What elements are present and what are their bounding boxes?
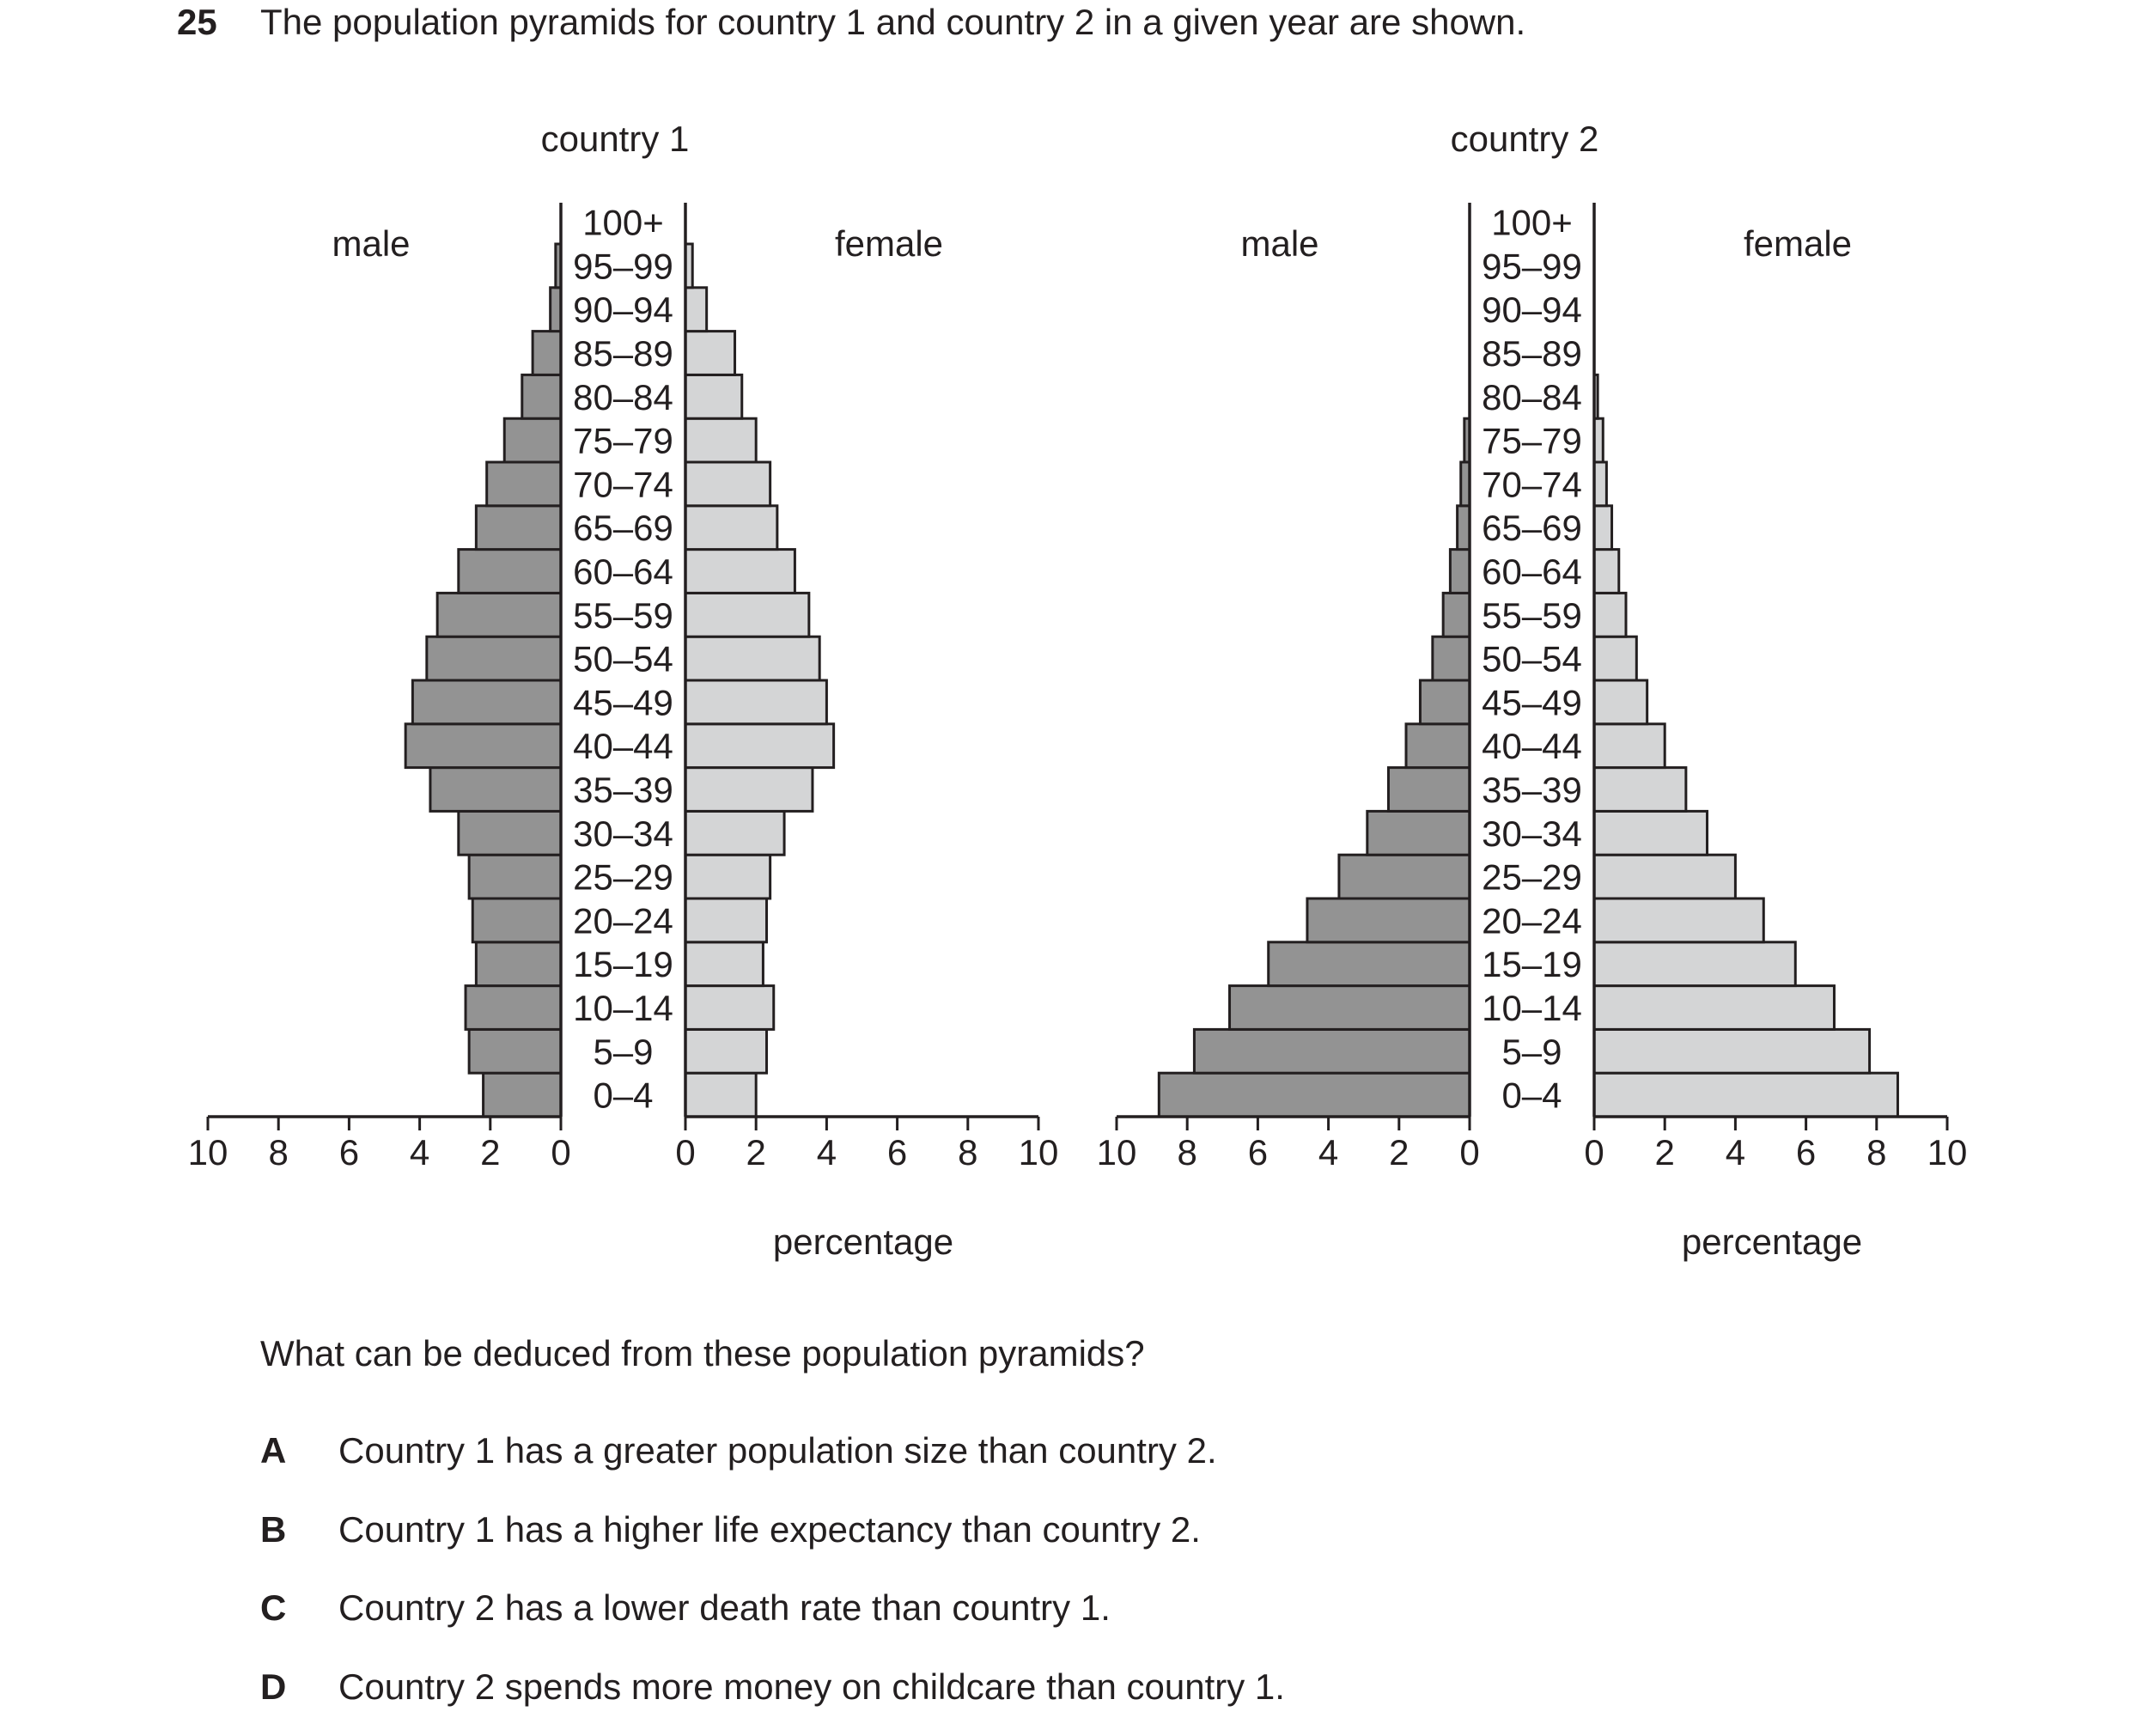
age-group-label: 30–34 [1482, 813, 1582, 854]
age-group-label: 5–9 [1501, 1031, 1562, 1072]
female-tick-label: 4 [816, 1132, 837, 1173]
male-bar [476, 942, 561, 986]
female-bar [685, 986, 774, 1030]
female-bar [685, 855, 770, 898]
female-bar [685, 724, 834, 768]
option-a[interactable] [260, 1430, 1217, 1471]
option-text: Country 2 has a lower death rate than country 1. [338, 1587, 1111, 1628]
question-text: The population pyramids for country 1 and country 2 in a given year are shown. [260, 2, 1526, 42]
female-bar [1594, 898, 1763, 942]
age-group-label: 85–89 [1482, 333, 1582, 374]
female-bar [685, 1073, 756, 1117]
male-bar [459, 550, 561, 594]
female-tick-label: 2 [746, 1132, 766, 1173]
female-bar [685, 375, 742, 418]
male-bar [487, 462, 561, 506]
age-group-label: 25–29 [1482, 856, 1582, 898]
age-group-label: 50–54 [1482, 638, 1582, 679]
age-group-label: 60–64 [1482, 551, 1582, 592]
female-tick-label: 0 [675, 1132, 696, 1173]
male-bar [1420, 680, 1470, 724]
age-group-label: 100+ [1491, 202, 1573, 243]
female-tick-label: 6 [1795, 1132, 1817, 1173]
female-tick-label: 8 [1866, 1132, 1887, 1173]
male-bar [1367, 811, 1470, 855]
male-tick-label: 8 [268, 1132, 289, 1173]
female-bar [685, 462, 770, 506]
age-group-label: 75–79 [1482, 420, 1582, 461]
age-group-label: 40–44 [1482, 726, 1582, 767]
female-bar [685, 550, 795, 594]
age-group-label: 60–64 [573, 551, 673, 592]
age-group-label: 10–14 [573, 988, 673, 1028]
female-bar [685, 637, 819, 680]
male-bar [427, 637, 561, 680]
age-group-label: 0–4 [593, 1075, 654, 1116]
female-bar [1594, 942, 1795, 986]
male-bar [522, 375, 561, 418]
age-group-label: 35–39 [573, 770, 673, 810]
female-bar [1594, 986, 1834, 1030]
age-group-label: 90–94 [1482, 289, 1582, 331]
age-group-label: 90–94 [573, 289, 673, 331]
male-bar [469, 855, 561, 898]
male-tick-label: 10 [187, 1132, 228, 1173]
male-bar [430, 768, 561, 812]
age-group-label: 95–99 [1482, 246, 1582, 287]
question-prompt: What can be deduced from these population pyramids? [260, 1333, 1145, 1374]
age-group-label: 25–29 [573, 856, 673, 898]
female-tick-label: 10 [1018, 1132, 1059, 1173]
age-group-label: 50–54 [573, 638, 673, 679]
male-bar [1433, 637, 1470, 680]
female-bar [685, 942, 763, 986]
male-bar [1406, 724, 1470, 768]
age-group-label: 65–69 [573, 508, 673, 549]
male-tick-label: 6 [338, 1132, 360, 1173]
chart-title: country 2 [1450, 119, 1599, 159]
male-tick-label: 8 [1177, 1132, 1197, 1173]
female-bar [685, 332, 735, 375]
male-bar [476, 506, 561, 550]
male-bar [1194, 1029, 1470, 1073]
age-group-label: 70–74 [573, 464, 673, 505]
female-bar [1594, 811, 1708, 855]
age-group-label: 20–24 [1482, 900, 1582, 941]
male-bar [551, 288, 561, 332]
male-label: male [1240, 223, 1319, 264]
male-bar [1450, 550, 1470, 594]
option-letter: A [260, 1430, 287, 1471]
age-group-label: 10–14 [1482, 988, 1582, 1028]
male-bar [484, 1073, 561, 1117]
age-group-label: 80–84 [1482, 376, 1582, 417]
age-group-label: 45–49 [1482, 682, 1582, 723]
age-group-label: 55–59 [573, 594, 673, 636]
option-text: Country 2 spends more money on childcare than country 1. [338, 1666, 1285, 1707]
male-bar [1230, 986, 1470, 1030]
female-bar [1594, 1073, 1897, 1117]
female-bar [685, 288, 707, 332]
male-tick-label: 4 [1318, 1132, 1339, 1173]
male-tick-label: 2 [1389, 1132, 1410, 1173]
female-tick-label: 0 [1584, 1132, 1604, 1173]
male-tick-label: 4 [409, 1132, 430, 1173]
female-tick-label: 6 [886, 1132, 908, 1173]
male-tick-label: 6 [1247, 1132, 1269, 1173]
question-number: 25 [177, 2, 217, 42]
option-c[interactable] [260, 1587, 1111, 1629]
female-bar [1594, 637, 1636, 680]
male-bar [437, 593, 561, 637]
age-group-label: 85–89 [573, 333, 673, 374]
female-label: female [834, 223, 944, 264]
age-group-label: 95–99 [573, 246, 673, 287]
female-bar [1594, 462, 1606, 506]
female-bar [685, 593, 809, 637]
age-group-label: 55–59 [1482, 594, 1582, 636]
female-bar [685, 811, 784, 855]
male-label: male [332, 223, 411, 264]
male-bar [1339, 855, 1470, 898]
female-bar [685, 506, 777, 550]
male-bar [1269, 942, 1470, 986]
male-bar [466, 986, 561, 1030]
male-bar [469, 1029, 561, 1073]
option-text: Country 1 has a greater population size than country 2. [338, 1430, 1217, 1471]
male-bar [1307, 898, 1470, 942]
option-letter: C [260, 1587, 287, 1628]
male-tick-label: 2 [480, 1132, 501, 1173]
age-group-label: 75–79 [573, 420, 673, 461]
male-tick-label: 0 [1459, 1132, 1480, 1173]
male-bar [405, 724, 561, 768]
age-group-label: 45–49 [573, 682, 673, 723]
male-tick-label: 10 [1096, 1132, 1137, 1173]
female-bar [685, 768, 813, 812]
female-bar [1594, 855, 1735, 898]
option-b[interactable] [260, 1509, 1201, 1550]
age-group-label: 30–34 [573, 813, 673, 854]
female-bar [685, 418, 756, 462]
male-bar [1159, 1073, 1470, 1117]
male-bar [533, 332, 561, 375]
male-bar [1388, 768, 1470, 812]
age-group-label: 35–39 [1482, 770, 1582, 810]
option-text: Country 1 has a higher life expectancy than country 2. [338, 1509, 1201, 1550]
female-bar [1594, 1029, 1870, 1073]
female-tick-label: 2 [1654, 1132, 1675, 1173]
female-tick-label: 8 [958, 1132, 978, 1173]
age-group-label: 70–74 [1482, 464, 1582, 505]
female-label: female [1743, 223, 1853, 264]
male-bar [459, 811, 561, 855]
age-group-label: 80–84 [573, 376, 673, 417]
female-bar [1594, 506, 1612, 550]
age-group-label: 15–19 [573, 944, 673, 985]
male-bar [1458, 506, 1470, 550]
female-bar [1594, 724, 1665, 768]
x-axis-label: percentage [772, 1221, 954, 1262]
age-group-label: 15–19 [1482, 944, 1582, 985]
male-bar [412, 680, 561, 724]
female-bar [685, 680, 826, 724]
age-group-label: 5–9 [593, 1031, 654, 1072]
female-bar [1594, 593, 1626, 637]
option-letter: D [260, 1666, 287, 1707]
male-bar [1443, 593, 1470, 637]
age-group-label: 65–69 [1482, 508, 1582, 549]
option-d[interactable] [260, 1666, 1285, 1708]
male-tick-label: 0 [551, 1132, 571, 1173]
age-group-label: 0–4 [1501, 1075, 1562, 1116]
age-group-label: 40–44 [573, 726, 673, 767]
female-bar [1594, 768, 1686, 812]
x-axis-label: percentage [1681, 1221, 1863, 1262]
female-tick-label: 10 [1927, 1132, 1968, 1173]
female-tick-label: 4 [1725, 1132, 1746, 1173]
female-bar [1594, 550, 1619, 594]
chart-title: country 1 [540, 119, 690, 159]
male-bar [472, 898, 561, 942]
female-bar [685, 1029, 767, 1073]
female-bar [1594, 680, 1647, 724]
age-group-label: 20–24 [573, 900, 673, 941]
male-bar [504, 418, 561, 462]
age-group-label: 100+ [582, 202, 664, 243]
option-letter: B [260, 1509, 287, 1550]
female-bar [685, 898, 767, 942]
